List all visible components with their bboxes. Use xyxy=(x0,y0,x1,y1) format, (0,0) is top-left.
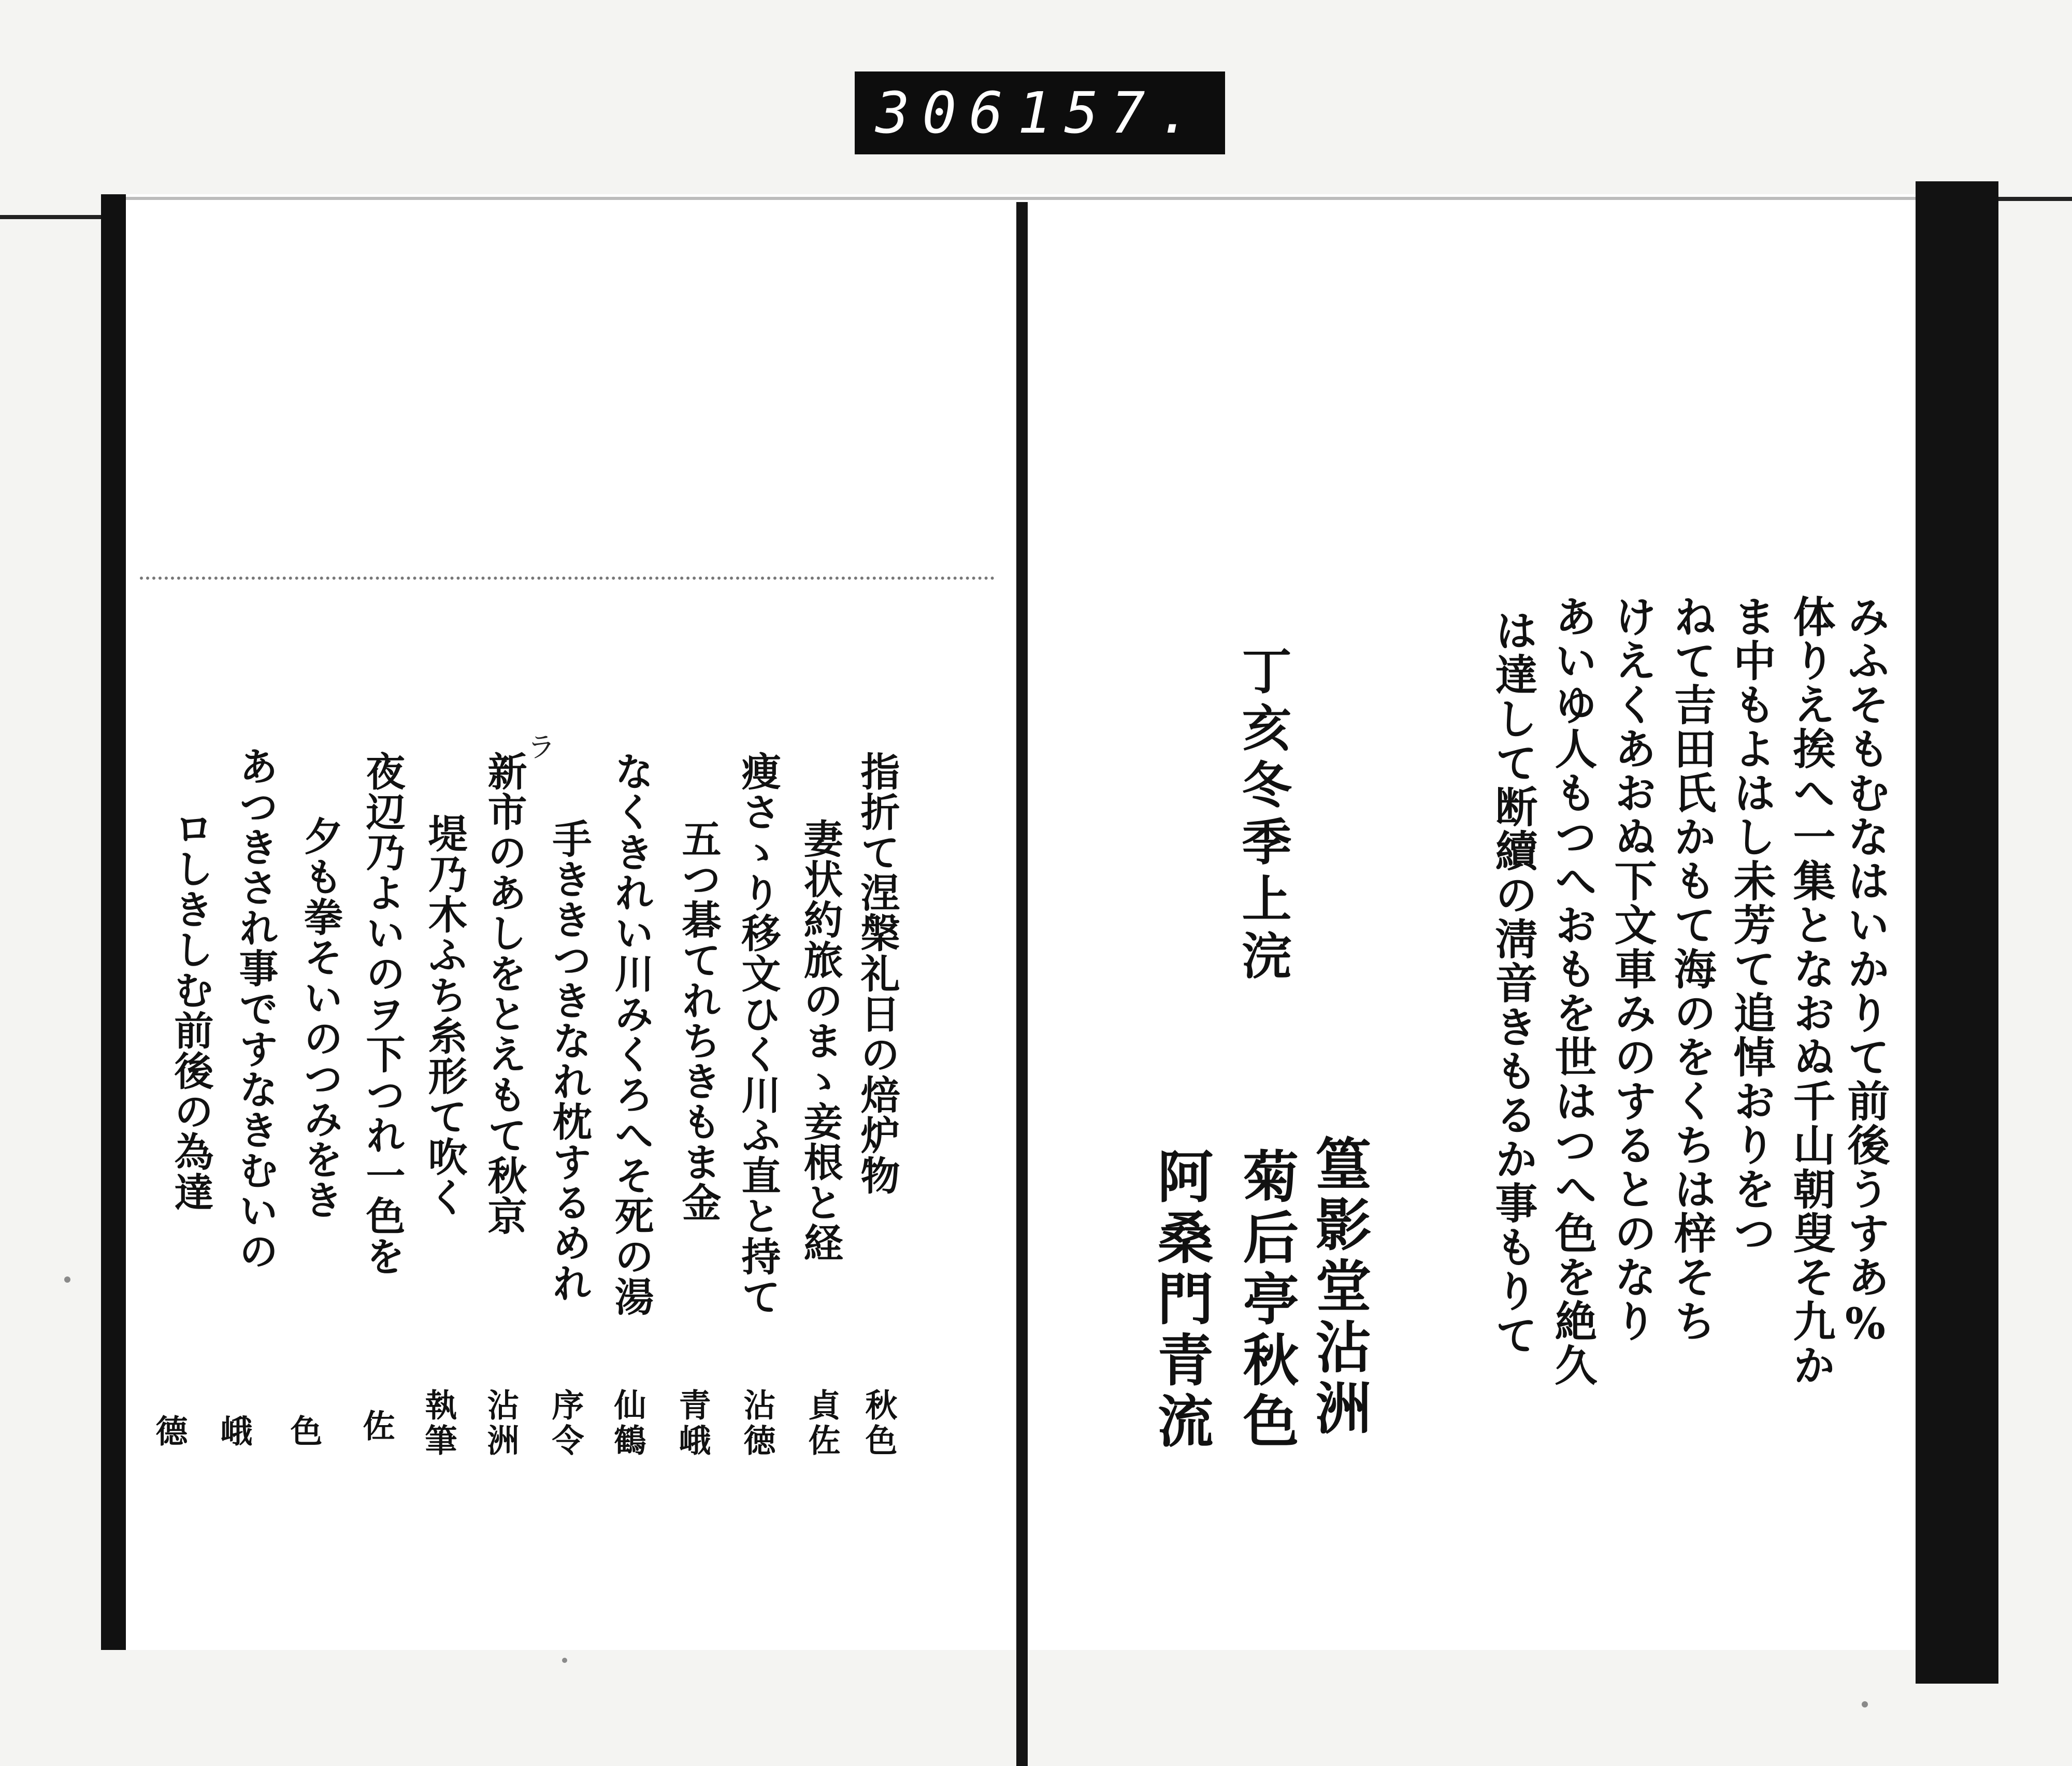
verse-line: 堤乃木ふち糸形て吹く xyxy=(422,813,468,1217)
dotted-rule xyxy=(140,577,995,580)
edge-line-right xyxy=(1989,197,2072,201)
page-top-edge xyxy=(126,197,1916,200)
verse-author: 沾徳 xyxy=(738,1388,776,1459)
verse-author: 序令 xyxy=(546,1388,584,1459)
verse-author: 德 xyxy=(150,1414,188,1449)
verse-line: あつきされ事ですなきむいの xyxy=(233,746,279,1271)
book-edge-right xyxy=(1916,181,1998,1684)
right-page-column: あいゆ人もつへおもを世はつへ色を絶久 xyxy=(1548,595,1598,1387)
verse-line: なくきれい川みくろへそ死の湯 xyxy=(608,751,654,1317)
verse-author: 仙鶴 xyxy=(609,1388,646,1459)
verse-author: 沾洲 xyxy=(482,1388,520,1459)
verse-line: ロしきしむ前後の為達 xyxy=(168,808,214,1212)
verse-line: 五つ碁てれちきもま金 xyxy=(675,819,722,1223)
verse-line: 夜辺乃よいのヲ下つれ一色を xyxy=(359,751,406,1276)
verse-author: 峨 xyxy=(215,1414,253,1449)
right-page-column: ま中もよはし未芳て追悼おりをつ xyxy=(1726,595,1776,1255)
book-edge-left xyxy=(101,194,126,1650)
verse-line: 痩さゝり移文ひく川ふ直と持て xyxy=(735,751,781,1317)
furigana-mark: ラ xyxy=(527,731,555,764)
verse-author: 秋色 xyxy=(860,1388,898,1459)
archive-label-plate xyxy=(855,71,1225,154)
verse-author: 貞佐 xyxy=(803,1388,841,1459)
signature: 阿桑門青流 xyxy=(1148,1147,1213,1453)
verse-author: 佐 xyxy=(357,1409,395,1444)
verse-line: 新市のあしをとえもて秋京 xyxy=(481,751,527,1236)
right-page-column: は達して断續の淸音きもるか事もりて xyxy=(1488,609,1538,1357)
right-page-column: 体りえ挨へ一集となおぬ千山朝叟そ九か xyxy=(1786,595,1836,1387)
right-page-column: けえくあおぬ下文車みのするとのなり xyxy=(1607,595,1657,1343)
right-page-column: ねて吉田氏かもて海のをくちは梓そち xyxy=(1667,595,1717,1343)
right-page-column: みふそもむなはいかりて前後うすあ% xyxy=(1840,595,1890,1351)
archive-number-right: 157. xyxy=(1017,80,1204,146)
signature: 菊后亭秋色 xyxy=(1233,1147,1299,1453)
archive-number-left: 306 xyxy=(875,80,1016,146)
verse-line: 指折て涅槃礼日の焙炉物 xyxy=(854,751,900,1196)
verse-author: 色 xyxy=(285,1414,323,1449)
center-gutter xyxy=(1016,202,1028,1766)
signature: 篁影堂沾洲 xyxy=(1306,1135,1371,1440)
verse-author: 青峨 xyxy=(673,1388,711,1459)
edge-line-left xyxy=(0,215,104,219)
date-heading: 丁亥冬季上浣 xyxy=(1234,645,1292,987)
verse-line: 手ききつきなれ枕するめれ xyxy=(546,819,592,1303)
verse-line: 妻状約旅のまゝ妾根と経 xyxy=(797,819,843,1263)
verse-author: 執筆 xyxy=(420,1388,457,1459)
verse-line: 夕も拳そいのつみをき xyxy=(297,816,343,1220)
